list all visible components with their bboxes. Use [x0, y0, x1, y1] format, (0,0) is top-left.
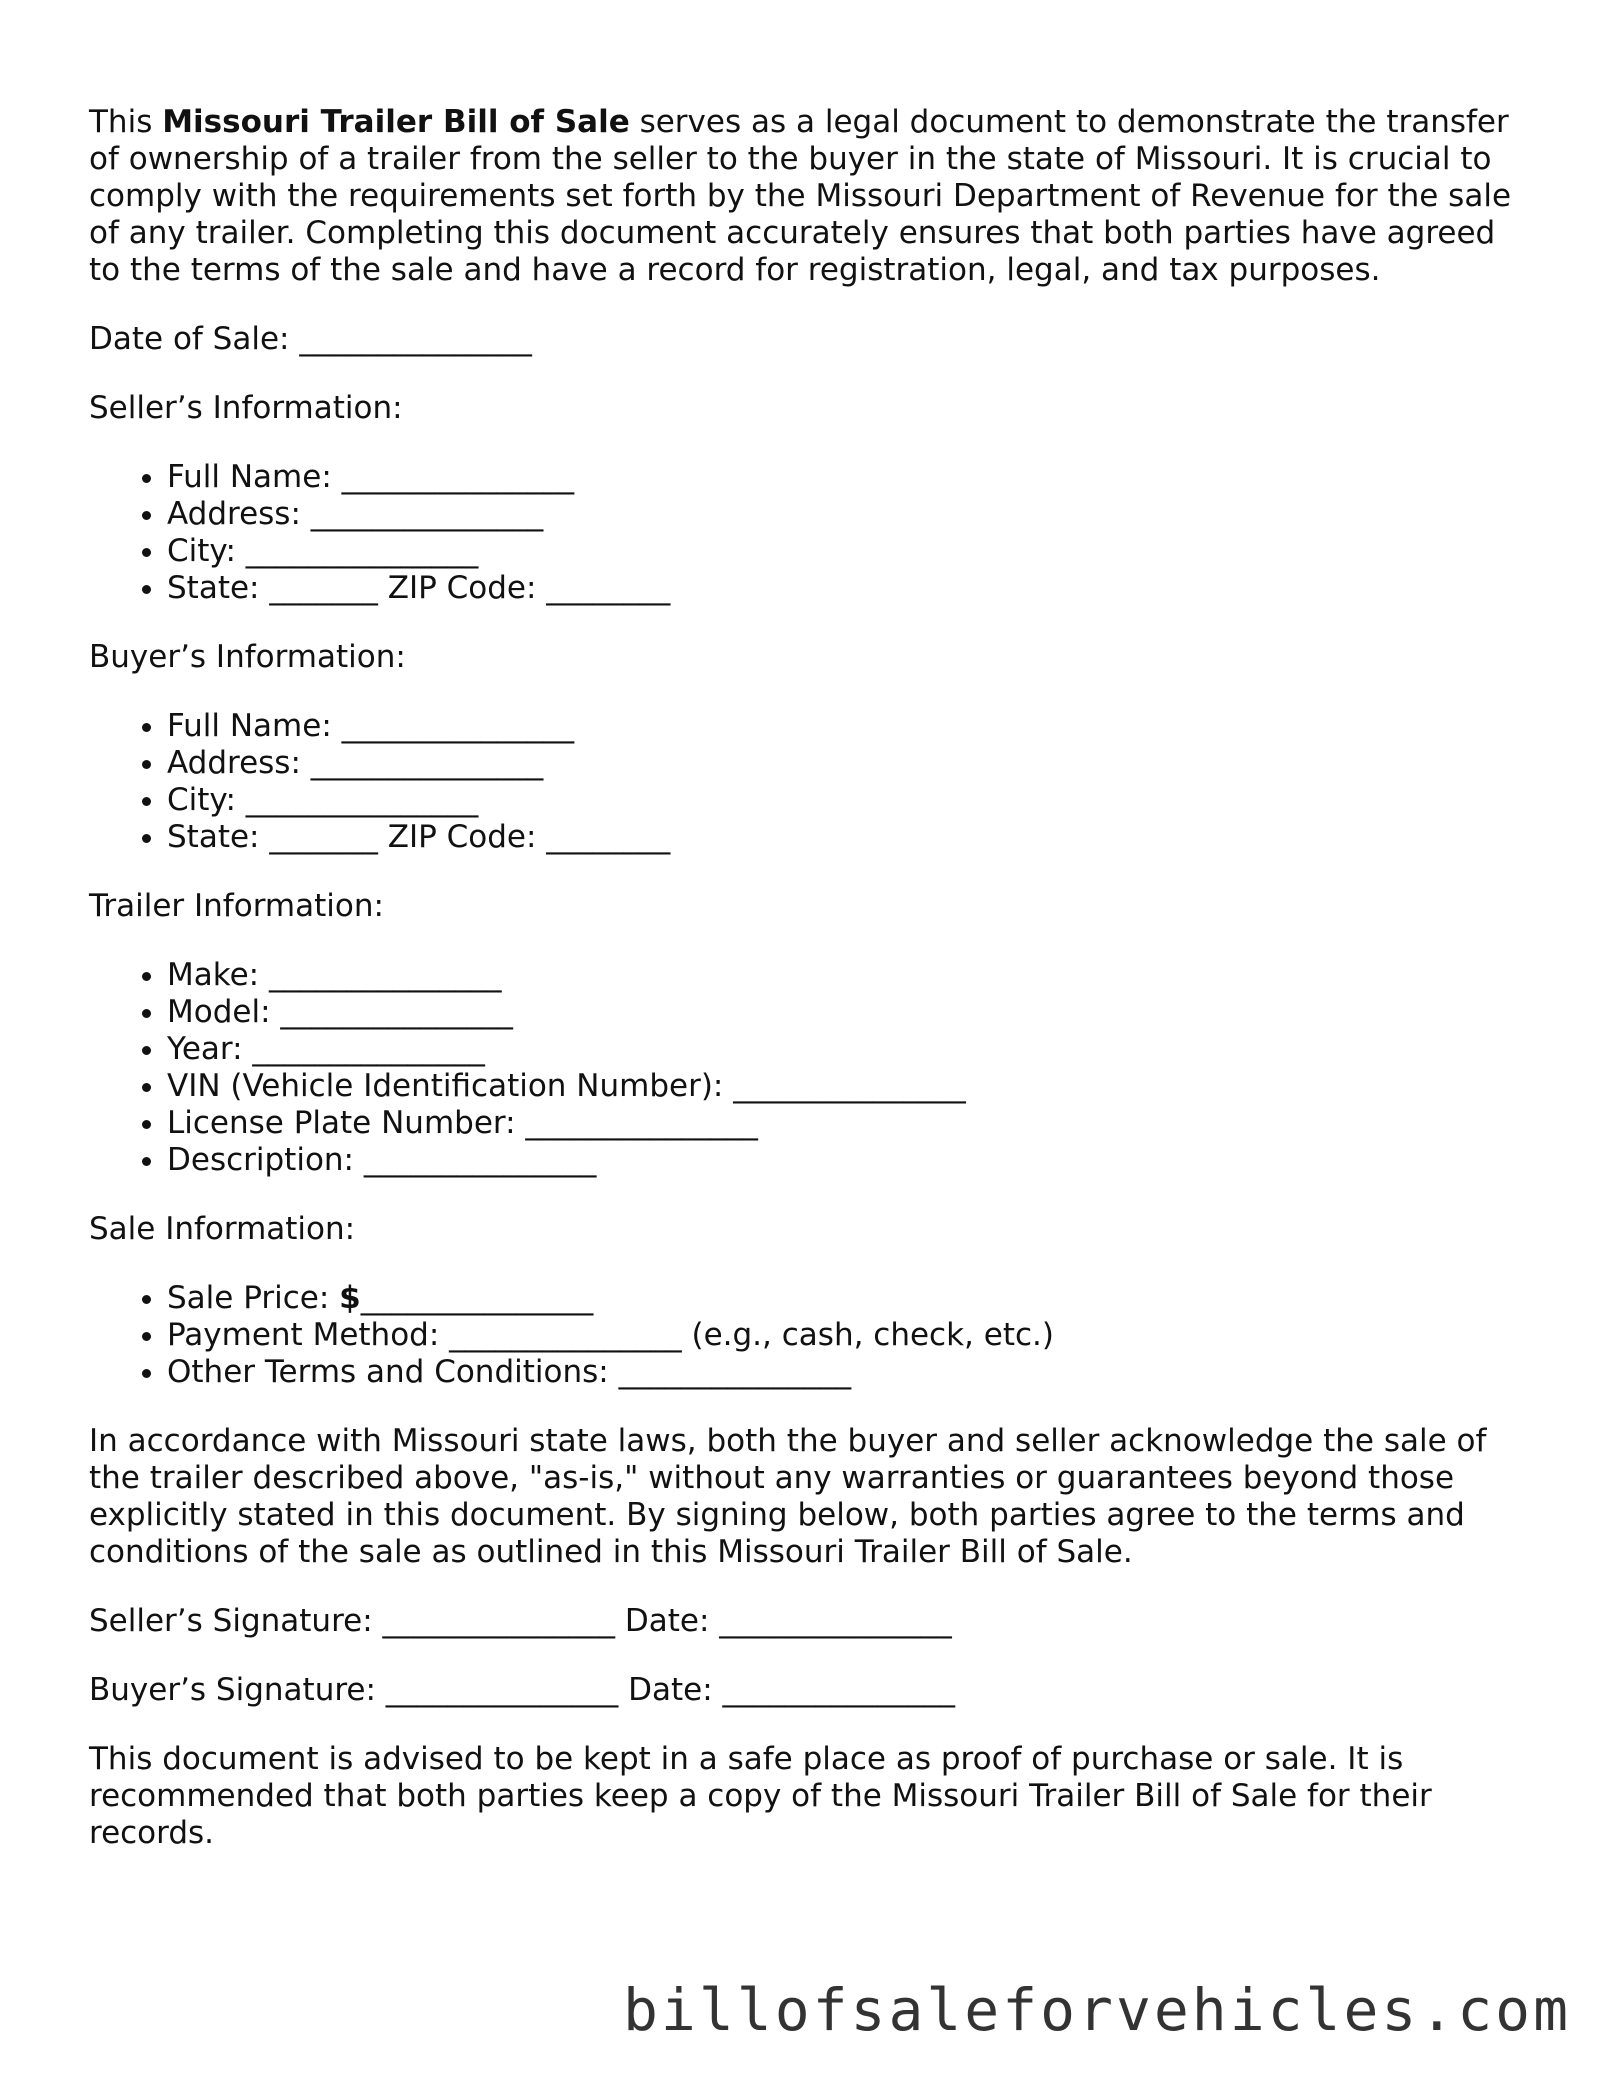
- trailer-model-field[interactable]: • Model: _______________: [167, 994, 1529, 1031]
- trailer-description-field[interactable]: • Description: _______________: [167, 1142, 1529, 1179]
- seller-heading: Seller’s Information:: [89, 390, 403, 426]
- buyer-full-name-field[interactable]: • Full Name: _______________: [167, 708, 1529, 745]
- dollar-sign: $: [339, 1280, 361, 1316]
- trailer-year-field[interactable]: • Year: _______________: [167, 1031, 1529, 1068]
- document-title: Missouri Trailer Bill of Sale: [162, 104, 630, 140]
- seller-signature-line[interactable]: Seller’s Signature: _______________ Date: _______________: [89, 1603, 952, 1639]
- document-body: [89, 104, 1529, 1852]
- seller-state-zip-field[interactable]: • State: _______ ZIP Code: ________: [167, 570, 1529, 607]
- buyer-address-field[interactable]: • Address: _______________: [167, 745, 1529, 782]
- website-watermark: billofsaleforvehicles.com: [623, 1976, 1571, 2044]
- buyer-city-field[interactable]: • City: _______________: [167, 782, 1529, 819]
- trailer-vin-field[interactable]: • VIN (Vehicle Identification Number): _______________: [167, 1068, 1529, 1105]
- payment-method-field[interactable]: • Payment Method: _______________ (e.g., cash, check, etc.): [167, 1317, 1529, 1354]
- trailer-plate-field[interactable]: • License Plate Number: _______________: [167, 1105, 1529, 1142]
- seller-city-field[interactable]: • City: _______________: [167, 533, 1529, 570]
- buyer-heading: Buyer’s Information:: [89, 639, 406, 675]
- seller-full-name-field[interactable]: • Full Name: _______________: [167, 459, 1529, 496]
- intro-prefix: This: [89, 104, 163, 140]
- intro-paragraph: [89, 104, 1529, 289]
- closing-paragraph: This document is advised to be kept in a safe place as proof of purchase or sale. It is recommended that both parties keep a copy of the Missouri Trailer Bill of Sale for their records.: [89, 1741, 1432, 1851]
- date-of-sale-field[interactable]: Date of Sale: _______________: [89, 321, 532, 357]
- buyer-signature-line[interactable]: Buyer’s Signature: _______________ Date: _______________: [89, 1672, 956, 1708]
- buyer-state-zip-field[interactable]: • State: _______ ZIP Code: ________: [167, 819, 1529, 856]
- seller-address-field[interactable]: • Address: _______________: [167, 496, 1529, 533]
- sale-info-list: [89, 1280, 1529, 1391]
- trailer-heading: Trailer Information:: [89, 888, 384, 924]
- seller-info-list: [89, 459, 1529, 607]
- buyer-info-list: [89, 708, 1529, 856]
- other-terms-field[interactable]: • Other Terms and Conditions: _______________: [167, 1354, 1529, 1391]
- sale-price-field[interactable]: [167, 1280, 1529, 1317]
- sale-heading: Sale Information:: [89, 1211, 356, 1247]
- trailer-make-field[interactable]: • Make: _______________: [167, 957, 1529, 994]
- trailer-info-list: [89, 957, 1529, 1179]
- sale-price-label: Sale Price:: [167, 1280, 340, 1316]
- intro-text: serves as a legal document to demonstrate the transfer of ownership of a trailer from the seller to the buyer in the state of Missouri. It is crucial to comply with the requirements set forth by the Missouri Department of Revenue for the sale of any trailer. Completing this document accurately ensures that both parties have agreed to the terms of the sale and have a record for registration, legal, and tax purposes.: [89, 104, 1512, 288]
- sale-price-blank[interactable]: _______________: [360, 1280, 594, 1316]
- acknowledgement-paragraph: In accordance with Missouri state laws, both the buyer and seller acknowledge the sale of the trailer described above, "as-is," without any warranties or guarantees beyond those explicitly stated in this document. By signing below, both parties agree to the terms and conditions of the sale as outlined in this Missouri Trailer Bill of Sale.: [89, 1423, 1487, 1570]
